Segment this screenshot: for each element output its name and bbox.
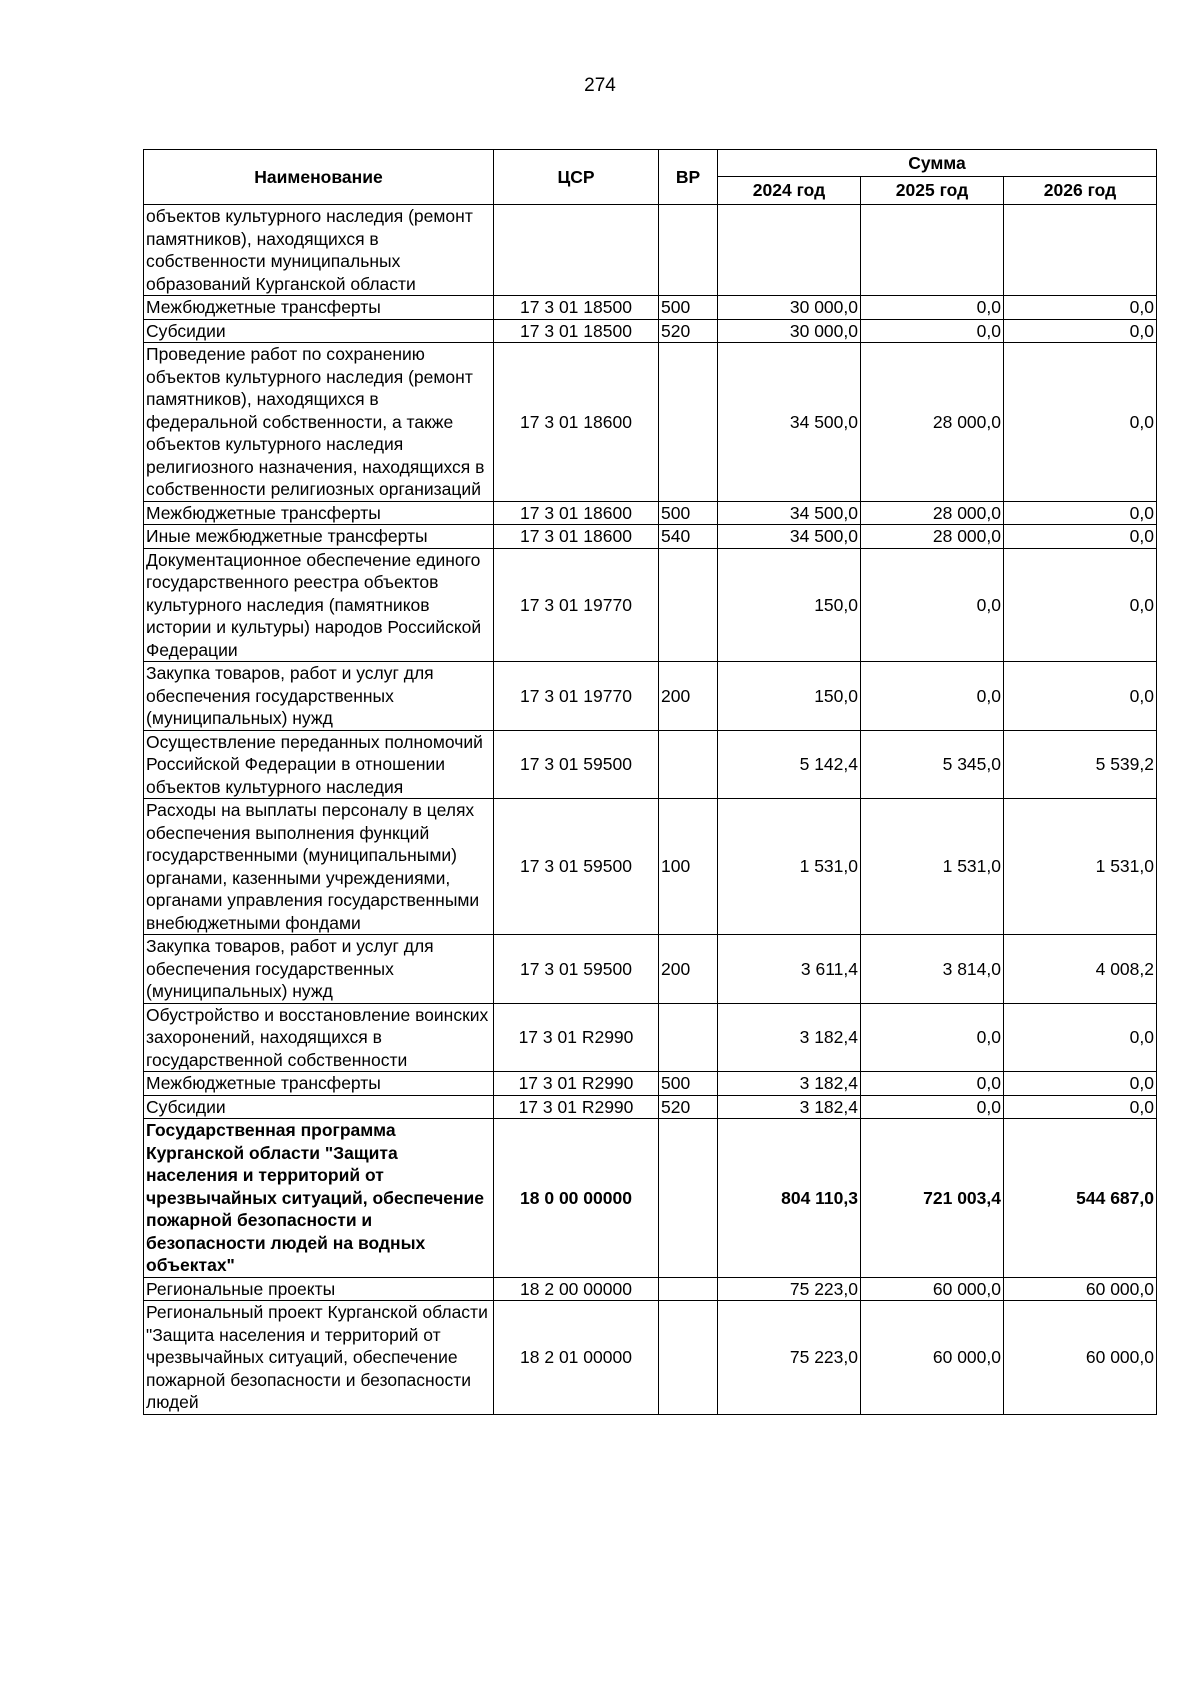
cell-2024: 34 500,0 bbox=[718, 343, 861, 502]
cell-name: Осуществление переданных полномочий Российской Федерации в отношении объектов культурного наследия bbox=[144, 730, 494, 799]
table-row bbox=[144, 935, 1157, 1004]
cell-2024: 75 223,0 bbox=[718, 1301, 861, 1415]
cell-2025: 0,0 bbox=[861, 1095, 1004, 1119]
cell-2025: 1 531,0 bbox=[861, 799, 1004, 935]
cell-name: объектов культурного наследия (ремонт памятников), находящихся в собственности муниципальных образований Курганской области bbox=[144, 205, 494, 296]
cell-2026: 0,0 bbox=[1004, 296, 1157, 320]
header-2024: 2024 год bbox=[718, 177, 861, 205]
cell-2024: 34 500,0 bbox=[718, 501, 861, 525]
cell-name: Закупка товаров, работ и услуг для обеспечения государственных (муниципальных) нужд bbox=[144, 662, 494, 731]
cell-2025: 28 000,0 bbox=[861, 525, 1004, 549]
cell-2024: 3 182,4 bbox=[718, 1072, 861, 1096]
header-vr: ВР bbox=[659, 150, 718, 205]
cell-2026: 0,0 bbox=[1004, 343, 1157, 502]
cell-2026: 60 000,0 bbox=[1004, 1277, 1157, 1301]
cell-csr bbox=[494, 205, 659, 296]
cell-2025: 28 000,0 bbox=[861, 343, 1004, 502]
cell-csr: 18 2 00 00000 bbox=[494, 1277, 659, 1301]
cell-csr: 17 3 01 18600 bbox=[494, 343, 659, 502]
cell-vr: 540 bbox=[659, 525, 718, 549]
table-row bbox=[144, 296, 1157, 320]
cell-2026: 0,0 bbox=[1004, 548, 1157, 662]
cell-2024: 1 531,0 bbox=[718, 799, 861, 935]
table-row-program bbox=[144, 1119, 1157, 1278]
cell-name: Документационное обеспечение единого государственного реестра объектов культурного наследия (памятников истории и культуры) народов Российской Федерации bbox=[144, 548, 494, 662]
table-row bbox=[144, 1072, 1157, 1096]
cell-2024: 804 110,3 bbox=[718, 1119, 861, 1278]
cell-vr bbox=[659, 1003, 718, 1072]
cell-vr: 200 bbox=[659, 662, 718, 731]
cell-2025: 0,0 bbox=[861, 1072, 1004, 1096]
cell-csr: 17 3 01 59500 bbox=[494, 935, 659, 1004]
cell-2024: 30 000,0 bbox=[718, 296, 861, 320]
cell-2025: 0,0 bbox=[861, 296, 1004, 320]
page-number: 274 bbox=[584, 75, 616, 96]
cell-name: Межбюджетные трансферты bbox=[144, 501, 494, 525]
table-row bbox=[144, 662, 1157, 731]
cell-2024 bbox=[718, 205, 861, 296]
cell-2025: 0,0 bbox=[861, 319, 1004, 343]
cell-name: Иные межбюджетные трансферты bbox=[144, 525, 494, 549]
table-row bbox=[144, 730, 1157, 799]
cell-name: Межбюджетные трансферты bbox=[144, 296, 494, 320]
cell-name: Субсидии bbox=[144, 319, 494, 343]
cell-2025: 3 814,0 bbox=[861, 935, 1004, 1004]
cell-2026: 1 531,0 bbox=[1004, 799, 1157, 935]
cell-csr: 17 3 01 R2990 bbox=[494, 1072, 659, 1096]
cell-2024: 150,0 bbox=[718, 662, 861, 731]
cell-name: Государственная программа Курганской области "Защита населения и территорий от чрезвычайных ситуаций, обеспечение пожарной безопасности и безопасности людей на водных объектах" bbox=[144, 1119, 494, 1278]
cell-csr: 17 3 01 19770 bbox=[494, 662, 659, 731]
cell-2026: 0,0 bbox=[1004, 525, 1157, 549]
cell-2024: 5 142,4 bbox=[718, 730, 861, 799]
cell-2025: 28 000,0 bbox=[861, 501, 1004, 525]
cell-csr: 17 3 01 18600 bbox=[494, 501, 659, 525]
cell-2024: 150,0 bbox=[718, 548, 861, 662]
cell-2026: 4 008,2 bbox=[1004, 935, 1157, 1004]
table-row bbox=[144, 799, 1157, 935]
cell-vr: 520 bbox=[659, 1095, 718, 1119]
cell-2025: 721 003,4 bbox=[861, 1119, 1004, 1278]
cell-2026: 0,0 bbox=[1004, 319, 1157, 343]
cell-name: Закупка товаров, работ и услуг для обеспечения государственных (муниципальных) нужд bbox=[144, 935, 494, 1004]
cell-vr bbox=[659, 1119, 718, 1278]
budget-table bbox=[143, 149, 1157, 1415]
cell-2026: 0,0 bbox=[1004, 501, 1157, 525]
cell-csr: 17 3 01 18600 bbox=[494, 525, 659, 549]
cell-vr bbox=[659, 1301, 718, 1415]
cell-vr: 500 bbox=[659, 296, 718, 320]
cell-vr: 100 bbox=[659, 799, 718, 935]
cell-csr: 17 3 01 59500 bbox=[494, 799, 659, 935]
header-csr: ЦСР bbox=[494, 150, 659, 205]
header-sum: Сумма bbox=[718, 150, 1157, 177]
table-row bbox=[144, 1301, 1157, 1415]
cell-name: Межбюджетные трансферты bbox=[144, 1072, 494, 1096]
cell-2026: 5 539,2 bbox=[1004, 730, 1157, 799]
cell-name: Проведение работ по сохранению объектов культурного наследия (ремонт памятников), находящихся в федеральной собственности, а также объектов культурного наследия религиозного назначения, находящихся в собственности религиозных организаций bbox=[144, 343, 494, 502]
cell-csr: 17 3 01 R2990 bbox=[494, 1095, 659, 1119]
cell-vr bbox=[659, 548, 718, 662]
cell-2024: 3 182,4 bbox=[718, 1003, 861, 1072]
table-body bbox=[144, 205, 1157, 1415]
cell-2025: 60 000,0 bbox=[861, 1301, 1004, 1415]
cell-2024: 3 611,4 bbox=[718, 935, 861, 1004]
cell-2024: 75 223,0 bbox=[718, 1277, 861, 1301]
cell-2026: 60 000,0 bbox=[1004, 1301, 1157, 1415]
header-name: Наименование bbox=[144, 150, 494, 205]
cell-vr: 200 bbox=[659, 935, 718, 1004]
cell-2025: 5 345,0 bbox=[861, 730, 1004, 799]
cell-2026: 0,0 bbox=[1004, 662, 1157, 731]
cell-2026: 0,0 bbox=[1004, 1095, 1157, 1119]
cell-name: Расходы на выплаты персоналу в целях обеспечения выполнения функций государственными (муниципальными) органами, казенными учреждениями, органами управления государственными внебюджетными фондами bbox=[144, 799, 494, 935]
cell-csr: 17 3 01 59500 bbox=[494, 730, 659, 799]
cell-2024: 3 182,4 bbox=[718, 1095, 861, 1119]
cell-vr bbox=[659, 730, 718, 799]
cell-csr: 17 3 01 18500 bbox=[494, 319, 659, 343]
cell-2026: 544 687,0 bbox=[1004, 1119, 1157, 1278]
cell-name: Обустройство и восстановление воинских захоронений, находящихся в государственной собственности bbox=[144, 1003, 494, 1072]
cell-2025: 60 000,0 bbox=[861, 1277, 1004, 1301]
cell-2024: 34 500,0 bbox=[718, 525, 861, 549]
cell-name: Региональные проекты bbox=[144, 1277, 494, 1301]
cell-vr bbox=[659, 1277, 718, 1301]
cell-csr: 18 0 00 00000 bbox=[494, 1119, 659, 1278]
table-row bbox=[144, 1003, 1157, 1072]
cell-vr: 500 bbox=[659, 501, 718, 525]
cell-vr: 520 bbox=[659, 319, 718, 343]
table-row bbox=[144, 548, 1157, 662]
cell-vr bbox=[659, 205, 718, 296]
table-header bbox=[144, 150, 1157, 205]
cell-csr: 17 3 01 R2990 bbox=[494, 1003, 659, 1072]
cell-2026: 0,0 bbox=[1004, 1072, 1157, 1096]
cell-csr: 17 3 01 18500 bbox=[494, 296, 659, 320]
table-row bbox=[144, 501, 1157, 525]
table-row bbox=[144, 1095, 1157, 1119]
cell-2025: 0,0 bbox=[861, 1003, 1004, 1072]
cell-csr: 17 3 01 19770 bbox=[494, 548, 659, 662]
table-row bbox=[144, 1277, 1157, 1301]
header-2025: 2025 год bbox=[861, 177, 1004, 205]
header-2026: 2026 год bbox=[1004, 177, 1157, 205]
table-row bbox=[144, 205, 1157, 296]
cell-vr bbox=[659, 343, 718, 502]
cell-csr: 18 2 01 00000 bbox=[494, 1301, 659, 1415]
cell-2025: 0,0 bbox=[861, 662, 1004, 731]
table-row bbox=[144, 525, 1157, 549]
table-row bbox=[144, 319, 1157, 343]
table-row bbox=[144, 343, 1157, 502]
cell-2026 bbox=[1004, 205, 1157, 296]
cell-2024: 30 000,0 bbox=[718, 319, 861, 343]
cell-2025: 0,0 bbox=[861, 548, 1004, 662]
cell-vr: 500 bbox=[659, 1072, 718, 1096]
cell-2026: 0,0 bbox=[1004, 1003, 1157, 1072]
cell-name: Региональный проект Курганской области "Защита населения и территорий от чрезвычайных ситуаций, обеспечение пожарной безопасности и безопасности людей bbox=[144, 1301, 494, 1415]
cell-2025 bbox=[861, 205, 1004, 296]
cell-name: Субсидии bbox=[144, 1095, 494, 1119]
